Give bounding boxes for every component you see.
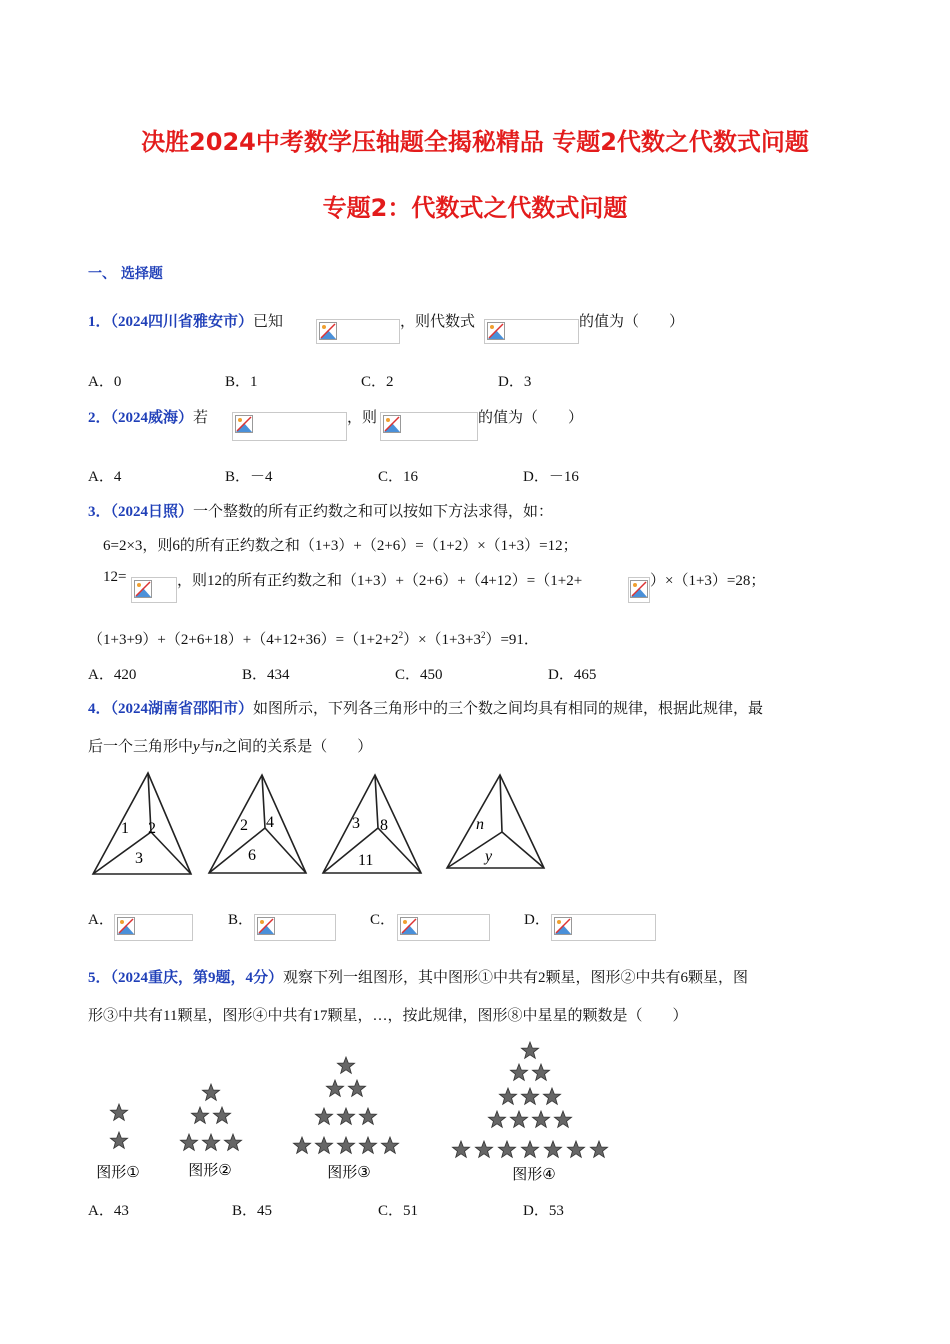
question-text: 12= <box>103 569 127 585</box>
triangles-figure <box>88 770 558 880</box>
star-icon <box>202 1084 219 1100</box>
question-text: 观察下列一组图形，其中图形①中共有2颗星，图形②中共有6颗星，图 <box>283 970 749 986</box>
star-icon <box>554 1111 571 1127</box>
image-placeholder-icon <box>257 917 275 935</box>
option-a[interactable]: A．0 <box>88 374 122 390</box>
star-icon <box>326 1080 343 1096</box>
question-text: ，则 <box>347 410 378 426</box>
section-heading: 一、 选择题 <box>88 266 163 282</box>
option-c-formula-image <box>397 914 490 941</box>
option-d[interactable]: D．3 <box>498 374 532 390</box>
star-icon <box>213 1107 230 1123</box>
question-5-line <box>88 966 748 987</box>
option-a[interactable]: A．420 <box>88 667 137 683</box>
star-icon <box>499 1088 516 1104</box>
option-c[interactable]: C．16 <box>378 469 419 485</box>
question-source: （2024湖南省邵阳市） <box>110 701 254 717</box>
question-text: 形③中共有11颗星，图形④中共有17颗星，…，按此规律，图形⑧中星星的颗数是（ ） <box>88 1008 688 1024</box>
star-icon <box>110 1104 127 1120</box>
triangle-1-left: 1 <box>121 820 129 837</box>
star-icon <box>224 1134 241 1150</box>
question-4-line <box>88 697 763 718</box>
option-b[interactable]: B． <box>228 912 254 928</box>
option-b-formula-image <box>254 914 336 941</box>
figure-2-label: 图形② <box>188 1161 232 1179</box>
image-placeholder-icon <box>400 917 418 935</box>
star-icon <box>532 1111 549 1127</box>
question-source: （2024四川省雅安市） <box>110 314 254 330</box>
image-placeholder-icon <box>235 415 253 433</box>
question-text: 已知 <box>253 314 284 330</box>
triangle-1-right: 2 <box>148 820 156 837</box>
option-c[interactable]: C．2 <box>361 374 394 390</box>
star-icon <box>180 1134 197 1150</box>
option-c[interactable]: C． <box>370 912 396 928</box>
star-icon <box>532 1064 549 1080</box>
formula-image <box>380 412 478 441</box>
image-placeholder-icon <box>319 322 337 340</box>
question-source: （2024威海） <box>110 410 194 426</box>
star-icon <box>567 1141 584 1157</box>
question-3-line <box>88 500 553 521</box>
option-b[interactable]: B．－4 <box>225 469 273 485</box>
question-text: 若 <box>193 410 209 426</box>
star-icon <box>315 1137 332 1153</box>
star-icon <box>381 1137 398 1153</box>
figure-4-label: 图形④ <box>512 1165 556 1183</box>
question-2-line <box>88 406 208 427</box>
star-icon <box>498 1141 515 1157</box>
question-text: 后一个三角形中y与n之间的关系是（ ） <box>88 739 373 755</box>
formula-image <box>232 412 347 441</box>
option-b[interactable]: B．45 <box>232 1203 273 1219</box>
option-d[interactable]: D．53 <box>523 1203 564 1219</box>
triangle-4 <box>447 775 544 868</box>
triangle-3-left: 3 <box>352 815 360 832</box>
option-a[interactable]: A．43 <box>88 1203 129 1219</box>
star-icon <box>590 1141 607 1157</box>
option-c[interactable]: C．450 <box>395 667 443 683</box>
question-source: （2024日照） <box>110 504 194 520</box>
star-icon <box>475 1141 492 1157</box>
option-b[interactable]: B．1 <box>225 374 258 390</box>
triangle-2 <box>209 775 306 873</box>
star-icon <box>337 1057 354 1073</box>
option-d[interactable]: D．－16 <box>523 469 579 485</box>
question-number: 5． <box>88 970 111 986</box>
triangle-3-bottom: 11 <box>358 852 374 869</box>
star-icon <box>191 1107 208 1123</box>
star-icon <box>510 1064 527 1080</box>
star-icon <box>510 1111 527 1127</box>
star-icon <box>348 1080 365 1096</box>
star-icon <box>315 1108 332 1124</box>
star-icon <box>337 1108 354 1124</box>
stars-figure <box>88 1036 628 1184</box>
question-text: ，则12的所有正约数之和（1+3）+（2+6）+（4+12）=（1+2+ <box>177 573 583 589</box>
triangle-4-bottom: y <box>485 848 493 865</box>
star-icon <box>359 1108 376 1124</box>
formula-image <box>131 577 177 603</box>
star-icon <box>544 1141 561 1157</box>
star-icon <box>110 1132 127 1148</box>
star-icon <box>202 1134 219 1150</box>
triangle-2-right: 4 <box>266 814 274 831</box>
star-icon <box>543 1088 560 1104</box>
question-text: ，则代数式 <box>400 314 476 330</box>
option-d-formula-image <box>551 914 656 941</box>
question-1-line <box>88 310 283 331</box>
document-subtitle: 专题2：代数式之代数式问题 <box>322 194 628 222</box>
question-text: ）×（1+3）=28； <box>650 573 766 589</box>
triangle-2-bottom: 6 <box>248 847 256 864</box>
triangle-3-right: 8 <box>380 817 388 834</box>
star-icon <box>521 1141 538 1157</box>
question-number: 3． <box>88 504 111 520</box>
question-text: 的值为（ ） <box>579 314 685 330</box>
formula-image <box>316 319 400 344</box>
option-d[interactable]: D． <box>524 912 550 928</box>
image-placeholder-icon <box>487 322 505 340</box>
question-number: 4． <box>88 701 111 717</box>
question-text: 的值为（ ） <box>478 410 584 426</box>
option-a[interactable]: A．4 <box>88 469 122 485</box>
option-a-formula-image <box>114 914 193 941</box>
question-text: 一个整数的所有正约数之和可以按如下方法求得，如： <box>193 504 554 520</box>
star-icon <box>521 1088 538 1104</box>
image-placeholder-icon <box>117 917 135 935</box>
question-source: （2024重庆，第9题，4分） <box>110 970 284 986</box>
option-a[interactable]: A． <box>88 912 114 928</box>
question-text: 如图所示，下列各三角形中的三个数之间均具有相同的规律，根据此规律，最 <box>253 701 764 717</box>
star-icon <box>521 1042 538 1058</box>
star-icon <box>359 1137 376 1153</box>
triangle-1-bottom: 3 <box>135 850 143 867</box>
question-text: $(1+3+9)+(2+6+18)+(4+12+36)=(1+2+2^2)\times(1+3+3^2)=91$． <box>88 630 539 648</box>
star-icon <box>293 1137 310 1153</box>
star-icon <box>488 1111 505 1127</box>
triangle-4-left: n <box>476 816 484 833</box>
formula-image <box>628 577 650 603</box>
star-icon <box>452 1141 469 1157</box>
option-c[interactable]: C．51 <box>378 1203 419 1219</box>
image-placeholder-icon <box>383 415 401 433</box>
formula-image <box>484 319 579 344</box>
option-d[interactable]: D．465 <box>548 667 597 683</box>
triangle-2-left: 2 <box>240 817 248 834</box>
image-placeholder-icon <box>630 580 648 598</box>
question-number: 2． <box>88 410 111 426</box>
option-b[interactable]: B．434 <box>242 667 290 683</box>
question-text: 6=2×3，则6的所有正约数之和（1+3）+（2+6）=（1+2）×（1+3）=12； <box>103 538 578 554</box>
figure-1-label: 图形① <box>96 1163 140 1181</box>
image-placeholder-icon <box>554 917 572 935</box>
image-placeholder-icon <box>134 580 152 598</box>
question-number: 1． <box>88 314 111 330</box>
document-title: 决胜2024中考数学压轴题全揭秘精品 专题2代数之代数式问题 <box>141 128 809 156</box>
star-icon <box>337 1137 354 1153</box>
figure-3-label: 图形③ <box>327 1163 371 1181</box>
